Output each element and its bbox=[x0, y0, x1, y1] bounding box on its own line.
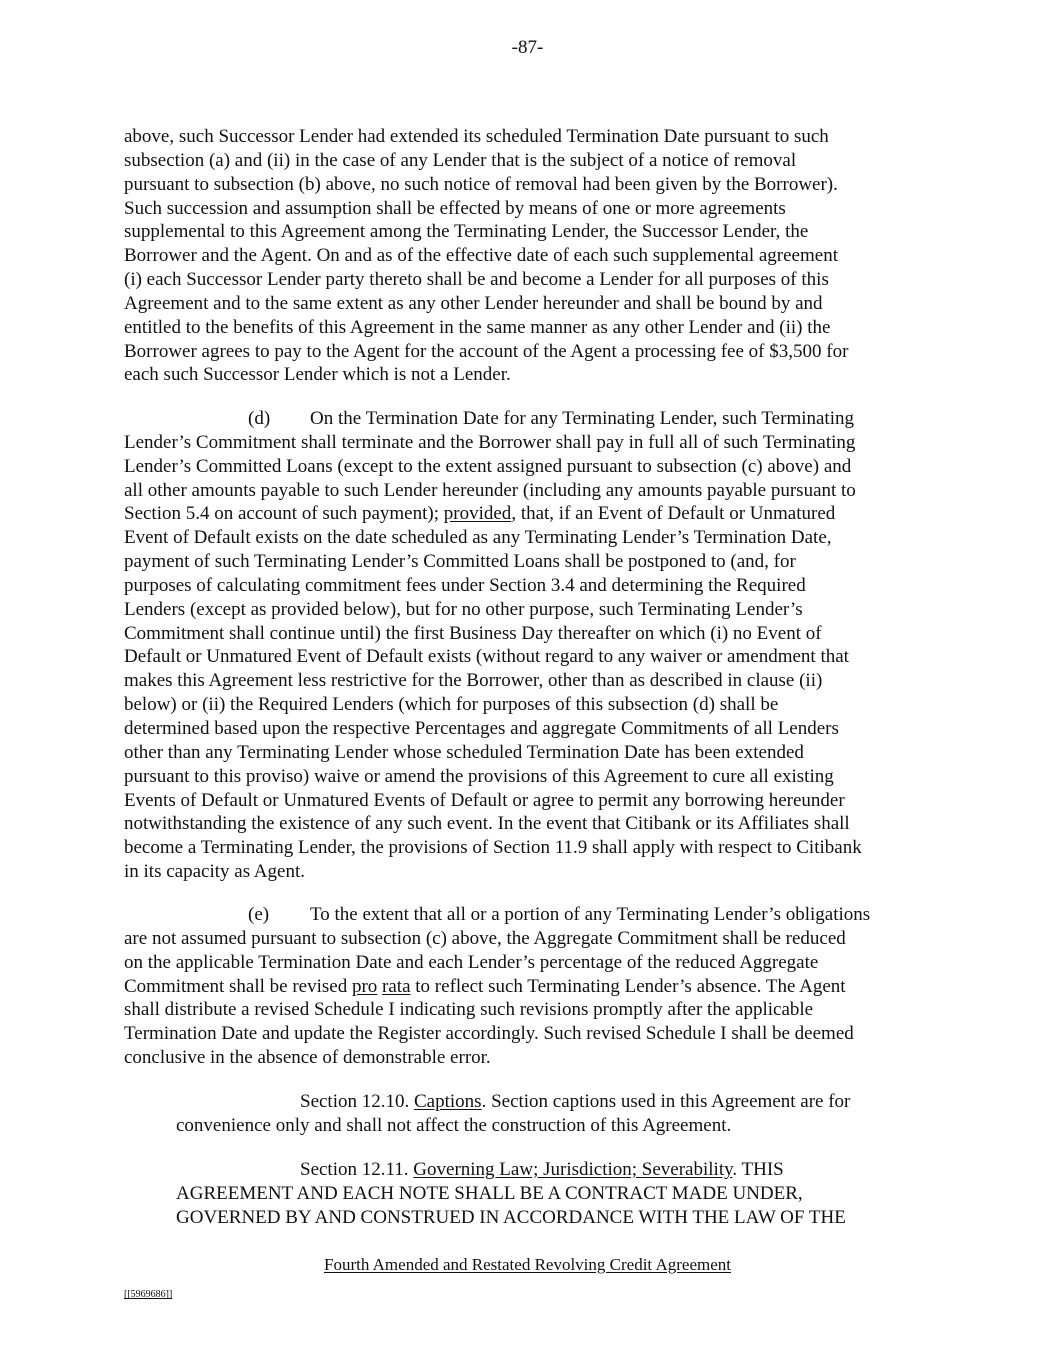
text-line: determined based upon the respective Percentages and aggregate Commitments of all Lenders bbox=[124, 717, 839, 739]
text-line: below) or (ii) the Required Lenders (which for purposes of this subsection (d) shall be bbox=[124, 694, 779, 716]
text-line: makes this Agreement less restrictive for the Borrower, other than as described in clause (ii) bbox=[124, 670, 823, 692]
text-line: conclusive in the absence of demonstrable error. bbox=[124, 1047, 491, 1069]
text-line: pursuant to this proviso) waive or amend the provisions of this Agreement to cure all existing bbox=[124, 765, 834, 787]
text-line: Lender’s Commitment shall terminate and the Borrower shall pay in full all of such Terminating bbox=[124, 431, 856, 453]
text-line: become a Terminating Lender, the provisions of Section 11.9 shall apply with respect to Citibank bbox=[124, 837, 862, 859]
paragraph-subsection-e bbox=[124, 903, 954, 1070]
text-line: (i) each Successor Lender party thereto shall be and become a Lender for all purposes of this bbox=[124, 269, 829, 291]
subsection-label: (d) bbox=[248, 408, 271, 429]
text-line: payment of such Terminating Lender’s Committed Loans shall be postponed to (and, for bbox=[124, 551, 796, 573]
page-number: -87- bbox=[511, 37, 544, 58]
text-line: entitled to the benefits of this Agreement in the same manner as any other Lender and (ii) the bbox=[124, 316, 831, 338]
pro-term: pro bbox=[351, 975, 378, 997]
rata-term: rata bbox=[382, 975, 411, 997]
text-line: Agreement and to the same extent as any other Lender hereunder and shall be bound by and bbox=[124, 292, 823, 314]
paragraph-subsection-d bbox=[124, 407, 954, 884]
text-line: subsection (a) and (ii) in the case of any Lender that is the subject of a notice of removal bbox=[124, 149, 797, 171]
text-line: pursuant to subsection (b) above, no such notice of removal had been given by the Borrower). bbox=[124, 173, 838, 195]
text-line: supplemental to this Agreement among the Terminating Lender, the Successor Lender, the bbox=[124, 221, 809, 243]
text-line: Borrower agrees to pay to the Agent for the account of the Agent a processing fee of $3,500 for bbox=[124, 340, 849, 362]
text-line: Commitment shall be revised pro rata to reflect such Terminating Lender’s absence. The Agent bbox=[124, 975, 846, 997]
text-line: are not assumed pursuant to subsection (c) above, the Aggregate Commitment shall be reduced bbox=[124, 927, 846, 949]
footer-document-title: Fourth Amended and Restated Revolving Credit Agreement bbox=[324, 1255, 731, 1274]
text-line: Borrower and the Agent. On and as of the effective date of each such supplemental agreement bbox=[124, 245, 838, 267]
text-line: Such succession and assumption shall be effected by means of one or more agreements bbox=[124, 197, 786, 219]
text-line: Event of Default exists on the date scheduled as any Terminating Lender’s Termination Date, bbox=[124, 527, 832, 549]
text-line: (d) On the Termination Date for any Terminating Lender, such Terminating bbox=[248, 408, 854, 429]
footer-document-id: [[5969686]] bbox=[124, 1289, 173, 1300]
section-heading-line: Section 12.10. Captions. Section captions used in this Agreement are for bbox=[300, 1091, 851, 1112]
text-line: Lenders (except as provided below), but for no other purpose, such Terminating Lender’s bbox=[124, 598, 803, 620]
text-line: notwithstanding the existence of any such event. In the event that Citibank or its Affiliates shall bbox=[124, 813, 850, 835]
text-line: convenience only and shall not affect the construction of this Agreement. bbox=[176, 1114, 732, 1136]
text-line: in its capacity as Agent. bbox=[124, 861, 305, 883]
text-line: each such Successor Lender which is not a Lender. bbox=[124, 364, 511, 386]
text-line: Events of Default or Unmatured Events of Default or agree to permit any borrowing hereunder bbox=[124, 789, 845, 811]
text-line: other than any Terminating Lender whose scheduled Termination Date has been extended bbox=[124, 741, 804, 763]
text-line: Section 5.4 on account of such payment); provided, that, if an Event of Default or Unmatured bbox=[124, 503, 836, 525]
provided-term: provided bbox=[443, 503, 512, 525]
text-line: Default or Unmatured Event of Default exists (without regard to any waiver or amendment that bbox=[124, 646, 849, 668]
text-line: above, such Successor Lender had extended its scheduled Termination Date pursuant to such bbox=[124, 126, 829, 147]
text-line: Commitment shall continue until) the first Business Day thereafter on which (i) no Event of bbox=[124, 622, 822, 644]
section-caption: Captions bbox=[414, 1091, 482, 1112]
text-line: GOVERNED BY AND CONSTRUED IN ACCORDANCE WITH THE LAW OF THE bbox=[176, 1206, 846, 1228]
text-line: (e) To the extent that all or a portion of any Terminating Lender’s obligations bbox=[248, 904, 871, 925]
text-line: on the applicable Termination Date and each Lender’s percentage of the reduced Aggregate bbox=[124, 951, 819, 973]
section-12-11 bbox=[176, 1158, 956, 1230]
paragraph-continuation bbox=[124, 125, 954, 387]
section-number: Section 12.10. bbox=[300, 1091, 414, 1112]
subsection-label: (e) bbox=[248, 904, 270, 925]
text-line: shall distribute a revised Schedule I indicating such revisions promptly after the applicable bbox=[124, 999, 814, 1021]
text-line: purposes of calculating commitment fees under Section 3.4 and determining the Required bbox=[124, 574, 806, 596]
text-line: AGREEMENT AND EACH NOTE SHALL BE A CONTRACT MADE UNDER, bbox=[176, 1182, 803, 1204]
section-12-10 bbox=[176, 1090, 956, 1138]
text-line: Termination Date and update the Register accordingly. Such revised Schedule I shall be deemed bbox=[124, 1023, 854, 1045]
text-line: all other amounts payable to such Lender hereunder (including any amounts payable pursuant to bbox=[124, 479, 856, 501]
section-number: Section 12.11. bbox=[300, 1159, 414, 1180]
section-caption: Governing Law; Jurisdiction; Severability bbox=[413, 1159, 733, 1180]
section-heading-line: Section 12.11. Governing Law; Jurisdiction; Severability. THIS bbox=[300, 1159, 784, 1180]
text-line: Lender’s Committed Loans (except to the extent assigned pursuant to subsection (c) above) and bbox=[124, 455, 852, 477]
